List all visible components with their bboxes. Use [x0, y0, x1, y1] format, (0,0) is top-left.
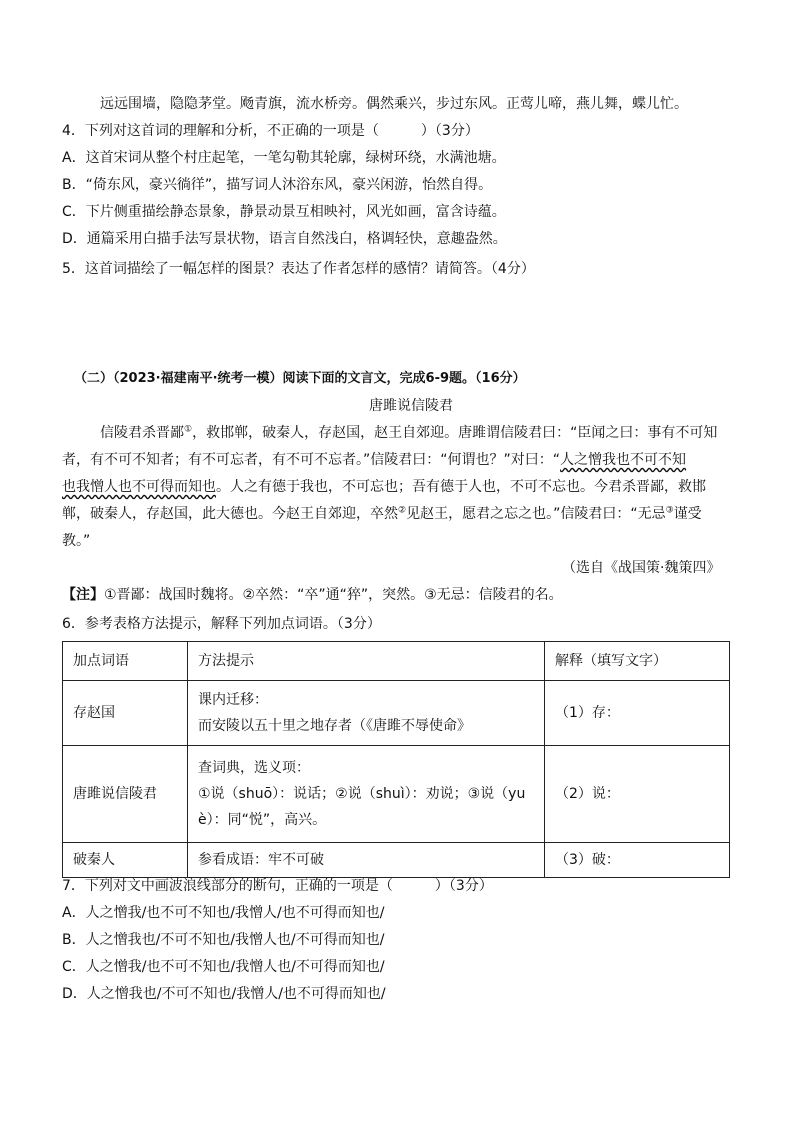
passage-text: 信陵君杀晋鄙: [100, 425, 184, 441]
wavy-underlined-text: 也我憎人也不可得而知也: [62, 479, 216, 495]
question-7-option-a: A．人之憎我/也不可不知也/我憎人/也不可得而知也/: [62, 905, 385, 921]
question-7-option-b: B．人之憎我也/不可不知也/我憎人也/不可得而知也/: [62, 932, 385, 948]
annotation-note: [62, 585, 563, 605]
vocabulary-table: [62, 641, 730, 878]
hint-line: 参看成语：牢不可破: [198, 852, 324, 868]
note-text: ①晋鄙：战国时魏将。②卒然：“卒”通“猝”，突然。③无忌：信陵君的名。: [104, 587, 563, 603]
hint-line: 查词典，选义项：: [198, 760, 310, 776]
question-4-option-b: B．“倚东风，豪兴徜徉”，描写词人沐浴东风，豪兴闲游，怡然自得。: [62, 177, 493, 193]
answer-cell[interactable]: （2）说：: [545, 746, 730, 843]
question-4-option-a: A．这首宋词从整个村庄起笔，一笔勾勒其轮廓，绿树环绕，水满池塘。: [62, 150, 506, 166]
passage-title: 唐雎说信陵君: [369, 398, 453, 414]
hint-cell: [188, 681, 545, 746]
table-header-row: [63, 642, 730, 681]
passage-line-3: [62, 477, 706, 497]
question-4-stem: 4．下列对这首词的理解和分析，不正确的一项是（ ）（3分）: [62, 123, 479, 139]
footnote-marker-2: ②: [398, 505, 407, 516]
wavy-underlined-text: 人之憎我也不可不知: [560, 452, 687, 468]
hint-line: ①说（shuō）：说话；②说（shuì）：劝说；③说（yu: [198, 786, 526, 802]
word-cell: 存赵国: [63, 681, 188, 746]
passage-text: ，救邯郸，破秦人，存赵国，赵王自郊迎。唐雎谓信陵君曰：“臣闻之曰：事有不可知: [192, 425, 718, 441]
passage-line-1: [100, 423, 717, 443]
passage-text: 。人之有德于我也，不可忘也；吾有德于人也，不可不忘也。今君杀晋鄙，救邯: [216, 479, 706, 495]
table-header-cell: 解释（填写文字）: [545, 642, 730, 681]
passage-line-5: 教。”: [62, 533, 91, 549]
poem-tail-line: 远远围墙，隐隐茅堂。飏青旗，流水桥旁。偶然乘兴，步过东风。正莺儿啼，燕儿舞，蝶儿忙。: [100, 96, 688, 112]
hint-cell: [188, 746, 545, 843]
passage-text: 见赵王，愿君之忘之也。”信陵君曰：“无忌: [406, 506, 666, 522]
answer-cell[interactable]: （3）破：: [545, 843, 730, 878]
table-row: [63, 681, 730, 746]
hint-line: 而安陵以五十里之地存者（《唐雎不辱使命》: [198, 718, 471, 734]
question-7-option-d: D．人之憎我也/不可不知也/我憎人/也不可得而知也/: [62, 986, 386, 1002]
table-header-cell: 方法提示: [188, 642, 545, 681]
passage-text: 谨受: [673, 506, 702, 522]
passage-line-4: [62, 504, 702, 524]
answer-cell[interactable]: （1）存：: [545, 681, 730, 746]
question-4-option-c: C．下片侧重描绘静态景象，静景动景互相映衬，风光如画，富含诗蕴。: [62, 204, 506, 220]
word-cell: 破秦人: [63, 843, 188, 878]
passage-text: 郸，破秦人，存赵国，此大德也。今赵王自郊迎，卒然: [62, 506, 398, 522]
note-label: 【注】: [62, 587, 104, 603]
footnote-marker-1: ①: [184, 424, 193, 435]
hint-line: è）：同“悦”，高兴。: [198, 812, 327, 828]
table-row: [63, 746, 730, 843]
question-5-stem: 5．这首词描绘了一幅怎样的图景？表达了作者怎样的感情？请简答。（4分）: [62, 261, 535, 277]
question-7-stem: 7．下列对文中画波浪线部分的断句，正确的一项是（ ）（3分）: [62, 878, 493, 894]
passage-source: （选自《战国策·魏策四》: [562, 560, 721, 576]
question-7-option-c: C．人之憎我/也不可不知也/我憎人也/不可得而知也/: [62, 959, 385, 975]
question-4-option-d: D．通篇采用白描手法写景状物，语言自然浅白，格调轻快，意趣盎然。: [62, 231, 507, 247]
passage-text: 者，有不可不知者；有不可忘者，有不可不忘者。”信陵君曰：“何谓也？”对曰：“: [62, 452, 561, 468]
table-header-cell: 加点词语: [63, 642, 188, 681]
table-row: [63, 843, 730, 878]
hint-line: 课内迁移：: [198, 692, 268, 708]
hint-cell: [188, 843, 545, 878]
section-2-heading: （二）（2023·福建南平·统考一模）阅读下面的文言文，完成6-9题。（16分）: [74, 371, 526, 386]
footnote-marker-3: ③: [665, 505, 674, 516]
word-cell: 唐雎说信陵君: [63, 746, 188, 843]
question-6-stem: 6．参考表格方法提示，解释下列加点词语。（3分）: [62, 616, 381, 632]
passage-line-2: [62, 450, 686, 470]
